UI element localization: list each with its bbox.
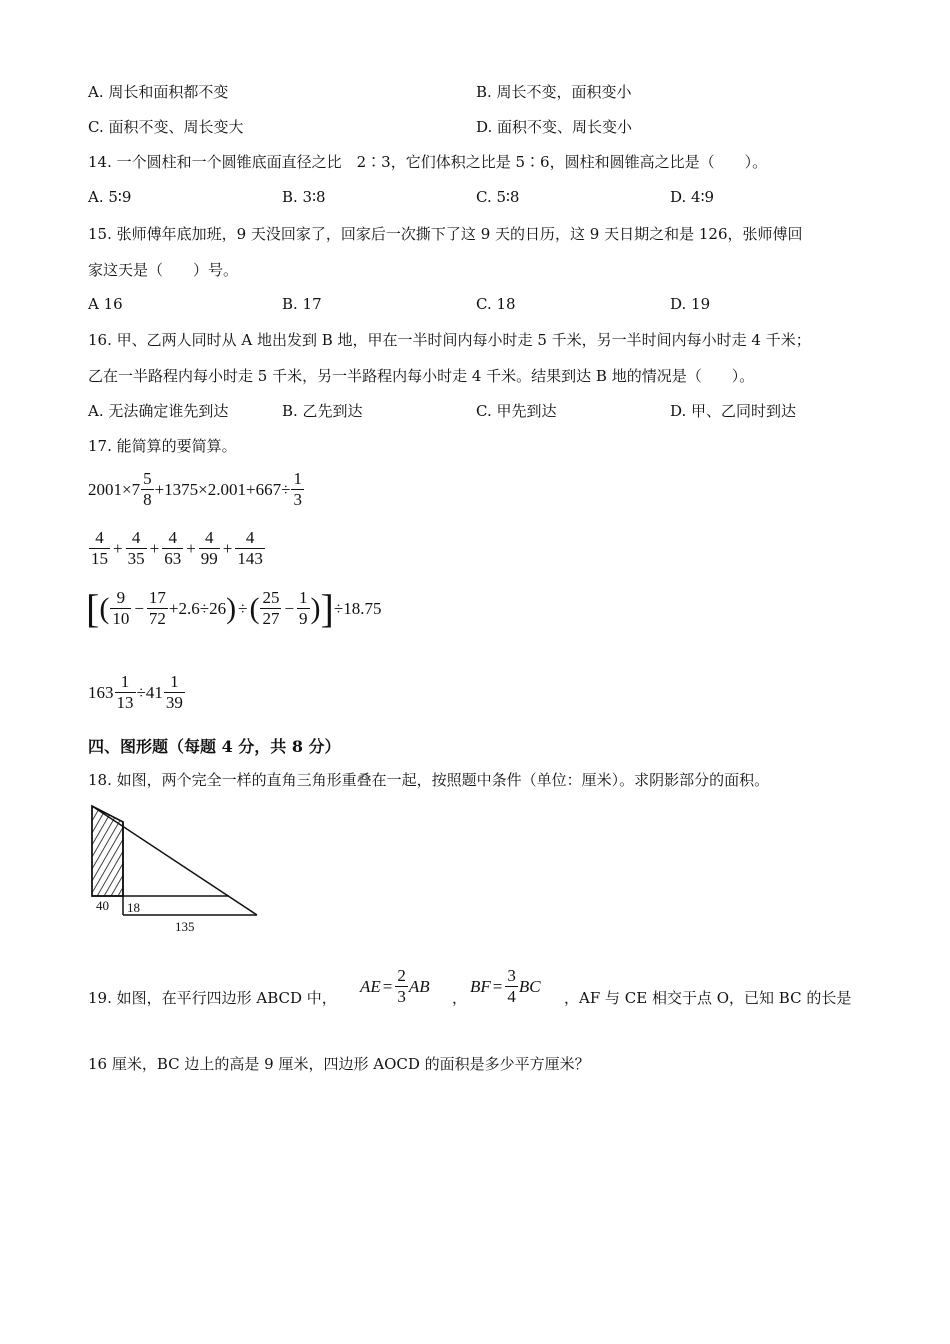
- expr1-part-b: +1375×2.001+667÷: [154, 479, 291, 499]
- q13-option-d: D. 面积不变、周长变小: [476, 118, 633, 136]
- q15-stem-line2: 家这天是（ ）号。: [88, 261, 239, 279]
- q14-option-d: D. 4∶9: [670, 188, 715, 206]
- expr2-fraction-4-35: $\frac{4}{35}$: [127, 528, 145, 568]
- expr3-tail: ÷18.75: [333, 598, 382, 618]
- q13-option-b: B. 周长不变，面积变小: [476, 83, 632, 101]
- expr2-plus-1: +: [113, 538, 123, 558]
- q16-option-c: C. 甲先到达: [476, 402, 557, 420]
- q13-option-a: A. 周长和面积都不变: [88, 83, 229, 101]
- label-135: 135: [175, 919, 195, 934]
- expr3-minus-1: −: [134, 598, 144, 618]
- expr2-fraction-4-63: $\frac{4}{63}$: [164, 528, 182, 568]
- q16-option-b: B. 乙先到达: [282, 402, 363, 420]
- ae-equals: =: [382, 976, 393, 996]
- label-18: 18: [127, 900, 140, 915]
- left-paren-1: (: [99, 591, 110, 625]
- q19-formula-ae: [360, 966, 430, 1007]
- expr4-fraction-1-13: $\frac{1}{13}$: [116, 672, 134, 712]
- expr4-whole-163: 163: [88, 682, 114, 702]
- right-paren-2: ): [310, 591, 321, 625]
- expr2-plus-3: +: [186, 538, 196, 558]
- q17-expression-3: [86, 585, 382, 631]
- right-paren-1: ): [226, 591, 237, 625]
- bf-lhs: BF: [470, 976, 491, 996]
- q19-formula-bf: [470, 966, 541, 1007]
- ae-fraction-2-3: $\frac{2}{3}$: [397, 966, 406, 1006]
- q13-option-c: C. 面积不变、周长变大: [88, 118, 244, 136]
- q14-option-c: C. 5∶8: [476, 188, 520, 206]
- q17-expression-4: [88, 672, 186, 713]
- expr3-fraction-1-9: $\frac{1}{9}$: [299, 588, 308, 628]
- q16-option-a: A. 无法确定谁先到达: [88, 402, 229, 420]
- q18-stem: 18. 如图，两个完全一样的直角三角形重叠在一起，按照题中条件（单位：厘米）。求阴影部分的面积。: [88, 771, 770, 789]
- ae-rhs: AB: [408, 976, 430, 996]
- expr1-fraction-1-3: $\frac{1}{3}$: [293, 469, 302, 509]
- expr1-fraction-5-8: $\frac{5}{8}$: [143, 469, 152, 509]
- q14-option-a: A. 5∶9: [88, 188, 132, 206]
- q19-comma: ，: [452, 989, 468, 1007]
- expr2-fraction-4-99: $\frac{4}{99}$: [200, 528, 218, 568]
- q19-stem-prefix: 19. 如图，在平行四边形 ABCD 中，: [88, 989, 337, 1007]
- expr3-fraction-17-72: $\frac{17}{72}$: [148, 588, 166, 628]
- ae-lhs: AE: [360, 976, 381, 996]
- expr3-fraction-9-10: $\frac{9}{10}$: [112, 588, 130, 628]
- expr3-minus-2: −: [284, 598, 295, 618]
- q17-expression-2: [88, 528, 266, 569]
- q16-option-d: D. 甲、乙同时到达: [670, 402, 797, 420]
- bf-rhs: BC: [518, 976, 541, 996]
- q15-option-d: D. 19: [670, 295, 711, 313]
- q16-stem-line2: 乙在一半路程内每小时走 5 千米，另一半路程内每小时走 4 千米。结果到达 B 地的情况是（ ）。: [88, 367, 755, 385]
- label-40: 40: [96, 898, 109, 913]
- q17-stem: 17. 能简算的要简算。: [88, 437, 237, 455]
- expr2-plus-4: +: [222, 538, 233, 558]
- q15-option-c: C. 18: [476, 295, 516, 313]
- q14-stem: 14. 一个圆柱和一个圆锥底面直径之比 2∶3，它们体积之比是 5∶6，圆柱和圆锥高之比是（ ）。: [88, 153, 768, 171]
- expr3-fraction-25-27: $\frac{25}{27}$: [262, 588, 280, 628]
- q15-option-b: B. 17: [282, 295, 322, 313]
- q15-option-a: A 16: [88, 295, 123, 313]
- expr4-divide-41: ÷41: [136, 682, 163, 702]
- bf-equals: =: [492, 976, 503, 996]
- q16-stem-line1: 16. 甲、乙两人同时从 A 地出发到 B 地，甲在一半时间内每小时走 5 千米，另一半时间内每小时走 4 千米；: [88, 331, 811, 349]
- q17-expression-1: [88, 469, 305, 510]
- expr1-part-a: 2001×7: [88, 479, 141, 499]
- expr2-fraction-4-15: $\frac{4}{15}$: [91, 528, 108, 568]
- right-square-bracket: ]: [320, 585, 334, 631]
- expr4-fraction-1-39: $\frac{1}{39}$: [165, 672, 183, 712]
- q15-stem-line1: 15. 张师傅年底加班，9 天没回家了，回家后一次撕下了这 9 天的日历，这 9 天日期之和是 126，张师傅回: [88, 225, 803, 243]
- bf-fraction-3-4: $\frac{3}{4}$: [507, 966, 516, 1006]
- expr2-plus-2: +: [149, 538, 160, 558]
- expr2-fraction-4-143: $\frac{4}{143}$: [237, 528, 263, 568]
- q19-stem-line2: 16 厘米，BC 边上的高是 9 厘米，四边形 AOCD 的面积是多少平方厘米？: [88, 1055, 590, 1073]
- expr3-mid-term: +2.6÷26: [168, 598, 227, 618]
- q19-stem-suffix: ，AF 与 CE 相交于点 O，已知 BC 的长是: [564, 989, 852, 1007]
- expr3-divide: ÷: [238, 598, 248, 618]
- left-square-bracket: [: [86, 585, 100, 631]
- left-paren-2: (: [249, 591, 260, 625]
- section-4-title: 四、图形题（每题 4 分，共 8 分）: [88, 737, 341, 756]
- q18-triangle-figure: [84, 798, 274, 940]
- q14-option-b: B. 3∶8: [282, 188, 326, 206]
